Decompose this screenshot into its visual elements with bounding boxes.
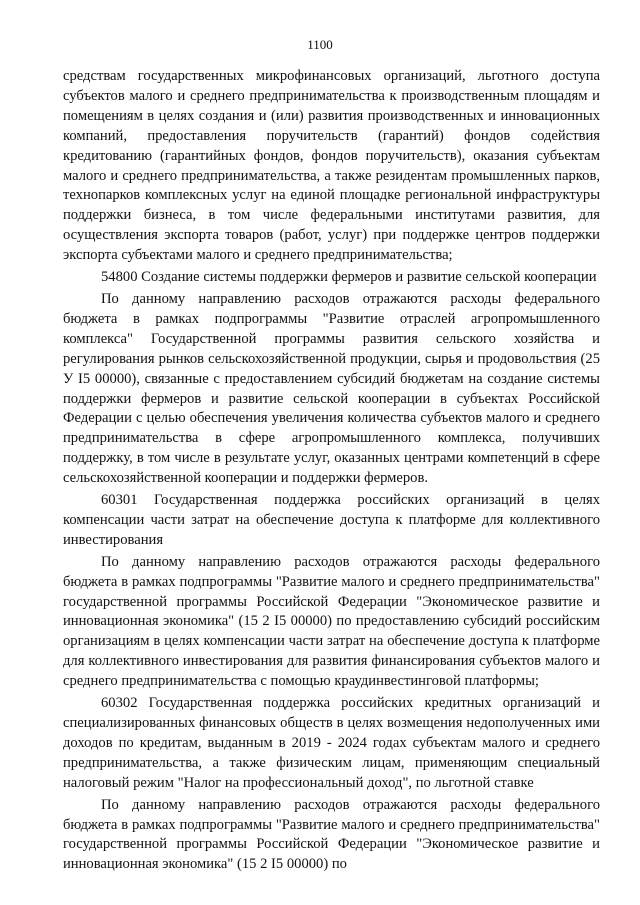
document-body bbox=[63, 67, 600, 875]
section-heading-54800: 54800 Создание системы поддержки фермеров и развитие сельской кооперации bbox=[101, 269, 597, 286]
paragraph-continuation: средствам государственных микрофинансовых организаций, льготного доступа субъектов малого и среднего предпринимательства к производственным площадям и помещениям в целях создания и (или) развития производственных и инновационных компаний, предоставления поручительств (гарантий) фондов содействия кредитованию (гарантийных фондов, фондов поручительств), оказания субъектам малого и среднего предпринимательства, а также резидентам промышленных парков, технопарков комплексных услуг на единой площадке региональной инфраструктуры поддержки бизнеса, в том числе федеральными институтами развития, для осуществления экспорта товаров (работ, услуг) при поддержке центров поддержки экспорта субъектами малого и среднего предпринимательства; bbox=[63, 68, 600, 264]
page-number: 1100 bbox=[307, 37, 333, 52]
section-heading-60301: 60301 Государственная поддержка российских организаций в целях компенсации части затрат на обеспечение доступа к платформе для коллективного инвестирования bbox=[63, 492, 600, 548]
paragraph-60302-description: По данному направлению расходов отражаются расходы федерального бюджета в рамках подпрограммы "Развитие малого и среднего предпринимательства" государственной программы Российской Федерации "Экономическое развитие и инновационная экономика" (15 2 I5 00000) по bbox=[63, 796, 600, 873]
paragraph-60301-description: По данному направлению расходов отражаются расходы федерального бюджета в рамках подпрограммы "Развитие малого и среднего предпринимательства" государственной программы Российской Федерации "Экономическое развитие и инновационная экономика" (15 2 I5 00000) по предоставлению субсидий российским организациям в целях компенсации части затрат на обеспечение доступа к платформе для коллективного инвестирования для развития финансирования субъектов малого и среднего предпринимательства с помощью краудинвестинговой платформы; bbox=[63, 553, 600, 690]
section-heading-60302: 60302 Государственная поддержка российских кредитных организаций и специализированных финансовых обществ в целях возмещения недополученных ими доходов по кредитам, выданным в 2019 - 2024 годах субъектам малого и среднего предпринимательства, а также физическим лицам, применяющим специальный налоговый режим "Налог на профессиональный доход", по льготной ставке bbox=[63, 695, 600, 791]
paragraph-54800-description: По данному направлению расходов отражаются расходы федерального бюджета в рамках подпрограммы "Развитие отраслей агропромышленного комплекса" Государственной программы развития сельского хозяйства и регулирования рынков сельскохозяйственной продукции, сырья и продовольствия (25 У I5 00000), связанные с предоставлением субсидий бюджетам на создание системы поддержки фермеров и развитие сельской кооперации в субъектах Российской Федерации с целью обеспечения увеличения количества субъектов малого и среднего предпринимательства в сфере агропромышленного комплекса, получивших поддержку, в том числе в результате услуг, оказанных центрами компетенций в сфере сельскохозяйственной кооперации и поддержки фермеров. bbox=[63, 290, 600, 487]
